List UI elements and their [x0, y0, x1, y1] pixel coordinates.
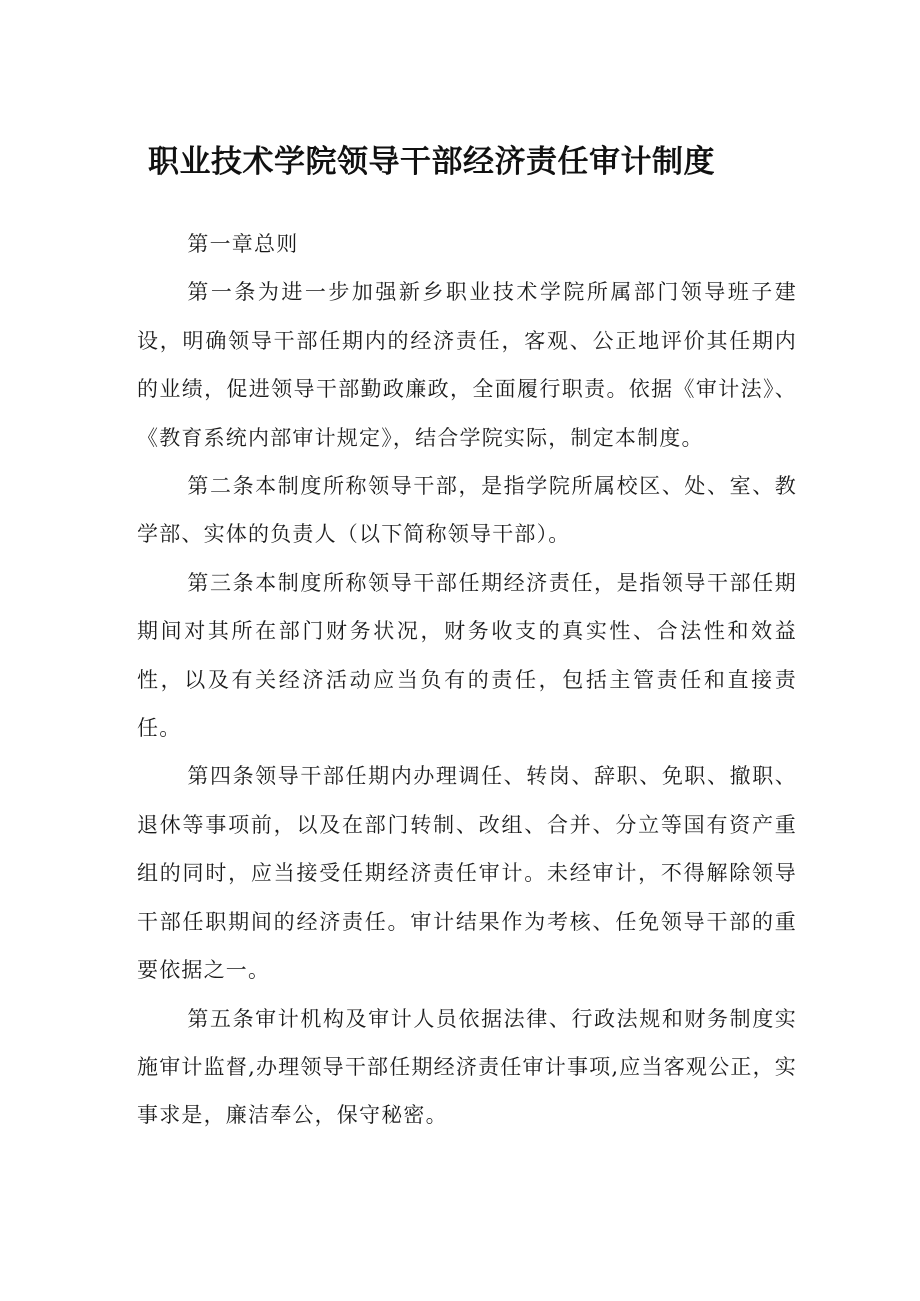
article-paragraph-4: 第四条领导干部任期内办理调任、转岗、辞职、免职、撤职、退休等事项前，以及在部门转制、改组、合并、分立等国有资产重组的同时，应当接受任期经济责任审计。未经审计，不得解除领导干部任职期间的经济责任。审计结果作为考核、任免领导干部的重要依据之一。 [137, 764, 797, 983]
chapter-heading: 第一章总则 [187, 232, 299, 256]
article-paragraph-2: 第二条本制度所称领导干部，是指学院所属校区、处、室、教学部、实体的负责人（以下简称领导干部）。 [137, 474, 797, 547]
document-body [137, 220, 797, 1140]
article-paragraph-5: 第五条审计机构及审计人员依据法律、行政法规和财务制度实施审计监督,办理领导干部任期经济责任审计事项,应当客观公正，实事求是，廉洁奉公，保守秘密。 [137, 1006, 797, 1128]
document-title: 职业技术学院领导干部经济责任审计制度 [148, 144, 715, 180]
article-paragraph-3: 第三条本制度所称领导干部任期经济责任，是指领导干部任期期间对其所在部门财务状况，财务收支的真实性、合法性和效益性，以及有关经济活动应当负有的责任，包括主管责任和直接责任。 [137, 570, 797, 741]
article-paragraph-1: 第一条为进一步加强新乡职业技术学院所属部门领导班子建设，明确领导干部任期内的经济责任，客观、公正地评价其任期内的业绩，促进领导干部勤政廉政，全面履行职责。依据《审计法》、《教育系统内部审计规定》，结合学院实际，制定本制度。 [137, 280, 797, 450]
